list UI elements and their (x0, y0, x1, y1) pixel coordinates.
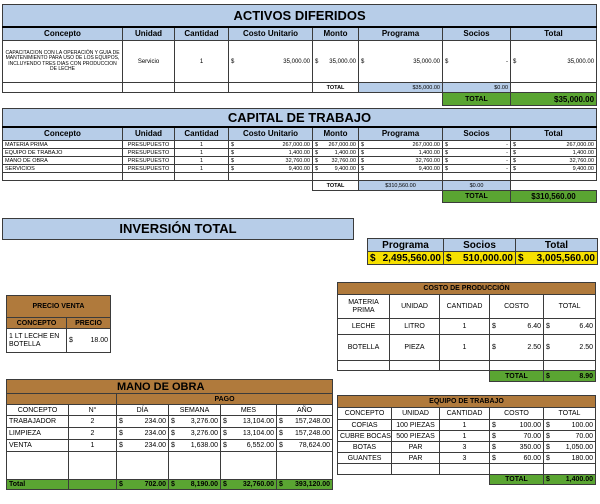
concepto-cell: MATERIA PRIMA (3, 141, 123, 149)
monto-cell: $ 32,760.00 (313, 157, 359, 165)
col-unidad: UNIDAD (390, 295, 440, 319)
concepto-cell: COFIAS (338, 420, 392, 431)
activos-title: ACTIVOS DIFERIDOS (3, 5, 597, 27)
col-ano: AÑO (277, 405, 333, 416)
concepto-cell: GUANTES (338, 453, 392, 464)
inversion-title: INVERSIÓN TOTAL (2, 218, 354, 240)
precio-concepto: 1 LT LECHE EN BOTELLA (7, 329, 67, 353)
total-programa: $310,560.00 (359, 181, 443, 191)
table-row (338, 442, 596, 453)
col-monto: Monto (313, 127, 359, 141)
dia-cell: $ 234.00 (117, 428, 169, 440)
col-costo: COSTO (490, 408, 544, 420)
mes-cell: $ 6,552.00 (221, 440, 277, 452)
table-row (7, 428, 333, 440)
col-socios: Socios (444, 239, 516, 252)
socios-cell: $ - (443, 141, 511, 149)
table-row (3, 165, 597, 173)
col-programa: Programa (359, 127, 443, 141)
equipo-total-label: TOTAL (490, 475, 544, 485)
table-row (7, 440, 333, 452)
costo-title: COSTO DE PRODUCCIÓN (338, 283, 596, 295)
ano-cell: $ 78,624.00 (277, 440, 333, 452)
n-cell: 1 (69, 440, 117, 452)
unidad-cell: LITRO (390, 319, 440, 335)
table-row (7, 416, 333, 428)
cantidad-cell: 3 (440, 453, 490, 464)
total-cell: $ 100.00 (544, 420, 596, 431)
cantidad-cell: 1 (440, 431, 490, 442)
concepto-cell: BOTAS (338, 442, 392, 453)
col-cantidad: Cantidad (175, 127, 229, 141)
concepto-cell: TRABAJADOR (7, 416, 69, 428)
socios-cell: $ - (443, 41, 511, 83)
table-row (338, 319, 596, 335)
precio-title: PRECIO VENTA (7, 296, 111, 318)
unidad-cell: PRESUPUESTO (123, 141, 175, 149)
col-costo-unitario: Costo Unitario (229, 27, 313, 41)
col-total: Total (516, 239, 598, 252)
cantidad-cell: 1 (440, 335, 490, 361)
concepto-cell: MANO DE OBRA (3, 157, 123, 165)
total-socios: $0.00 (443, 181, 511, 191)
table-row (3, 149, 597, 157)
costo-total-label: TOTAL (490, 371, 544, 382)
programa-cell: $ 35,000.00 (359, 41, 443, 83)
col-concepto: CONCEPTO (7, 405, 69, 416)
col-unidad: Unidad (123, 127, 175, 141)
monto-cell: $ 1,400.00 (313, 149, 359, 157)
col-unidad: UNIDAD (392, 408, 440, 420)
mano-title: MANO DE OBRA (7, 380, 333, 394)
col-n: N° (69, 405, 117, 416)
concepto-cell: LIMPIEZA (7, 428, 69, 440)
concepto-cell: EQUIPO DE TRABAJO (3, 149, 123, 157)
col-socios: Socios (443, 127, 511, 141)
total-cell: $ 6.40 (544, 319, 596, 335)
costo-cell: $ 350.00 (490, 442, 544, 453)
pago-header: PAGO (117, 394, 333, 405)
concepto-cell: SERVICIOS (3, 165, 123, 173)
precio-venta-table (6, 295, 111, 353)
n-cell: 2 (69, 428, 117, 440)
semana-cell: $ 1,638.00 (169, 440, 221, 452)
dia-cell: $ 234.00 (117, 416, 169, 428)
unidad-cell: PAR (392, 442, 440, 453)
table-row (3, 41, 597, 83)
total-cell: $ 32,760.00 (511, 157, 597, 165)
programa-cell: $ 267,000.00 (359, 141, 443, 149)
semana-cell: $ 3,276.00 (169, 416, 221, 428)
capital-title: CAPITAL DE TRABAJO (3, 109, 597, 127)
costo-produccion-table (337, 282, 596, 382)
costo-cell: $ 60.00 (490, 453, 544, 464)
costo-cell: $ 32,760.00 (229, 157, 313, 165)
costo-cell: $ 1,400.00 (229, 149, 313, 157)
grand-total-value: $310,560.00 (511, 191, 597, 203)
costo-cell: $ 35,000.00 (229, 41, 313, 83)
table-row (338, 453, 596, 464)
n-cell: 2 (69, 416, 117, 428)
total-programa: $35,000.00 (359, 83, 443, 93)
col-monto: Monto (313, 27, 359, 41)
semana-cell: $ 3,276.00 (169, 428, 221, 440)
cantidad-cell: 1 (440, 420, 490, 431)
cantidad-cell: 1 (175, 41, 229, 83)
total-semana: $ 8,190.00 (169, 480, 221, 490)
total-cell: $ 9,400.00 (511, 165, 597, 173)
total-mes: $ 32,760.00 (221, 480, 277, 490)
col-precio: PRECIO (67, 318, 111, 329)
inversion-table (367, 238, 598, 265)
costo-cell: $ 100.00 (490, 420, 544, 431)
col-cantidad: CANTIDAD (440, 408, 490, 420)
materia-cell: BOTELLA (338, 335, 390, 361)
grand-total-label: TOTAL (443, 191, 511, 203)
total-cell: $ 267,000.00 (511, 141, 597, 149)
table-row (338, 335, 596, 361)
mano-obra-table (6, 379, 333, 490)
col-unidad: Unidad (123, 27, 175, 41)
ano-cell: $ 157,248.00 (277, 416, 333, 428)
socios-cell: $ - (443, 149, 511, 157)
col-total: TOTAL (544, 408, 596, 420)
unidad-cell: PAR (392, 453, 440, 464)
total-label: TOTAL (313, 181, 359, 191)
monto-cell: $ 35,000.00 (313, 41, 359, 83)
concepto-cell: CAPACITACION CON LA OPERACIÓN Y GUIA DE MANTENIMIENTO PARA USO DE LOS EQUIPOS, INCLUYENDO TRES DIAS CON PRODUCCION DE LECHE (3, 41, 123, 83)
col-cantidad: CANTIDAD (440, 295, 490, 319)
col-total: Total (511, 127, 597, 141)
total-cell: $ 1,050.00 (544, 442, 596, 453)
capital-trabajo-table (2, 108, 597, 203)
total-socios: $0.00 (443, 83, 511, 93)
unidad-cell: PRESUPUESTO (123, 157, 175, 165)
unidad-cell: PIEZA (390, 335, 440, 361)
col-mes: MES (221, 405, 277, 416)
total-cell: $ 70.00 (544, 431, 596, 442)
col-programa: Programa (359, 27, 443, 41)
unidad-cell: Servicio (123, 41, 175, 83)
cantidad-cell: 1 (440, 319, 490, 335)
inversion-total: $ 3,005,560.00 (516, 252, 598, 265)
total-dia: $ 702.00 (117, 480, 169, 490)
costo-cell: $ 70.00 (490, 431, 544, 442)
col-dia: DÍA (117, 405, 169, 416)
col-concepto: CONCEPTO (7, 318, 67, 329)
total-cell: $ 35,000.00 (511, 41, 597, 83)
programa-cell: $ 9,400.00 (359, 165, 443, 173)
total-cell: $ 2.50 (544, 335, 596, 361)
col-costo-unitario: Costo Unitario (229, 127, 313, 141)
unidad-cell: 100 PIEZAS (392, 420, 440, 431)
inversion-socios: $ 510,000.00 (444, 252, 516, 265)
concepto-cell: VENTA (7, 440, 69, 452)
monto-cell: $ 267,000.00 (313, 141, 359, 149)
col-semana: SEMANA (169, 405, 221, 416)
col-concepto: Concepto (3, 127, 123, 141)
socios-cell: $ - (443, 165, 511, 173)
socios-cell: $ - (443, 157, 511, 165)
col-concepto: Concepto (3, 27, 123, 41)
table-row (3, 141, 597, 149)
col-cantidad: Cantidad (175, 27, 229, 41)
cantidad-cell: 1 (175, 165, 229, 173)
col-concepto: CONCEPTO (338, 408, 392, 420)
total-ano: $ 393,120.00 (277, 480, 333, 490)
total-label: TOTAL (313, 83, 359, 93)
activos-diferidos-table (2, 4, 597, 106)
col-materia: MATERIA PRIMA (338, 295, 390, 319)
mes-cell: $ 13,104.00 (221, 416, 277, 428)
ano-cell: $ 157,248.00 (277, 428, 333, 440)
monto-cell: $ 9,400.00 (313, 165, 359, 173)
costo-cell: $ 9,400.00 (229, 165, 313, 173)
programa-cell: $ 32,760.00 (359, 157, 443, 165)
unidad-cell: PRESUPUESTO (123, 165, 175, 173)
unidad-cell: PRESUPUESTO (123, 149, 175, 157)
grand-total-value: $35,000.00 (511, 93, 597, 106)
unidad-cell: 500 PIEZAS (392, 431, 440, 442)
costo-cell: $ 6.40 (490, 319, 544, 335)
col-socios: Socios (443, 27, 511, 41)
total-cell: $ 180.00 (544, 453, 596, 464)
col-total: Total (511, 27, 597, 41)
cantidad-cell: 1 (175, 141, 229, 149)
table-row (338, 420, 596, 431)
inversion-programa: $ 2,495,560.00 (368, 252, 444, 265)
equipo-total-value: $ 1,400.00 (544, 475, 596, 485)
col-total: TOTAL (544, 295, 596, 319)
table-row (338, 431, 596, 442)
col-programa: Programa (368, 239, 444, 252)
mes-cell: $ 13,104.00 (221, 428, 277, 440)
programa-cell: $ 1,400.00 (359, 149, 443, 157)
cantidad-cell: 1 (175, 157, 229, 165)
grand-total-label: TOTAL (443, 93, 511, 106)
costo-cell: $ 267,000.00 (229, 141, 313, 149)
costo-total-value: $ 8.90 (544, 371, 596, 382)
cantidad-cell: 1 (175, 149, 229, 157)
concepto-cell: CUBRE BOCAS (338, 431, 392, 442)
col-costo: COSTO (490, 295, 544, 319)
total-cell: $ 1,400.00 (511, 149, 597, 157)
costo-cell: $ 2.50 (490, 335, 544, 361)
precio-valor: $ 18.00 (67, 329, 111, 353)
equipo-title: EQUIPO DE TRABAJO (338, 396, 596, 408)
materia-cell: LECHE (338, 319, 390, 335)
table-row (3, 157, 597, 165)
equipo-trabajo-table (337, 395, 596, 485)
dia-cell: $ 234.00 (117, 440, 169, 452)
mano-total-label: Total (7, 480, 69, 490)
cantidad-cell: 3 (440, 442, 490, 453)
